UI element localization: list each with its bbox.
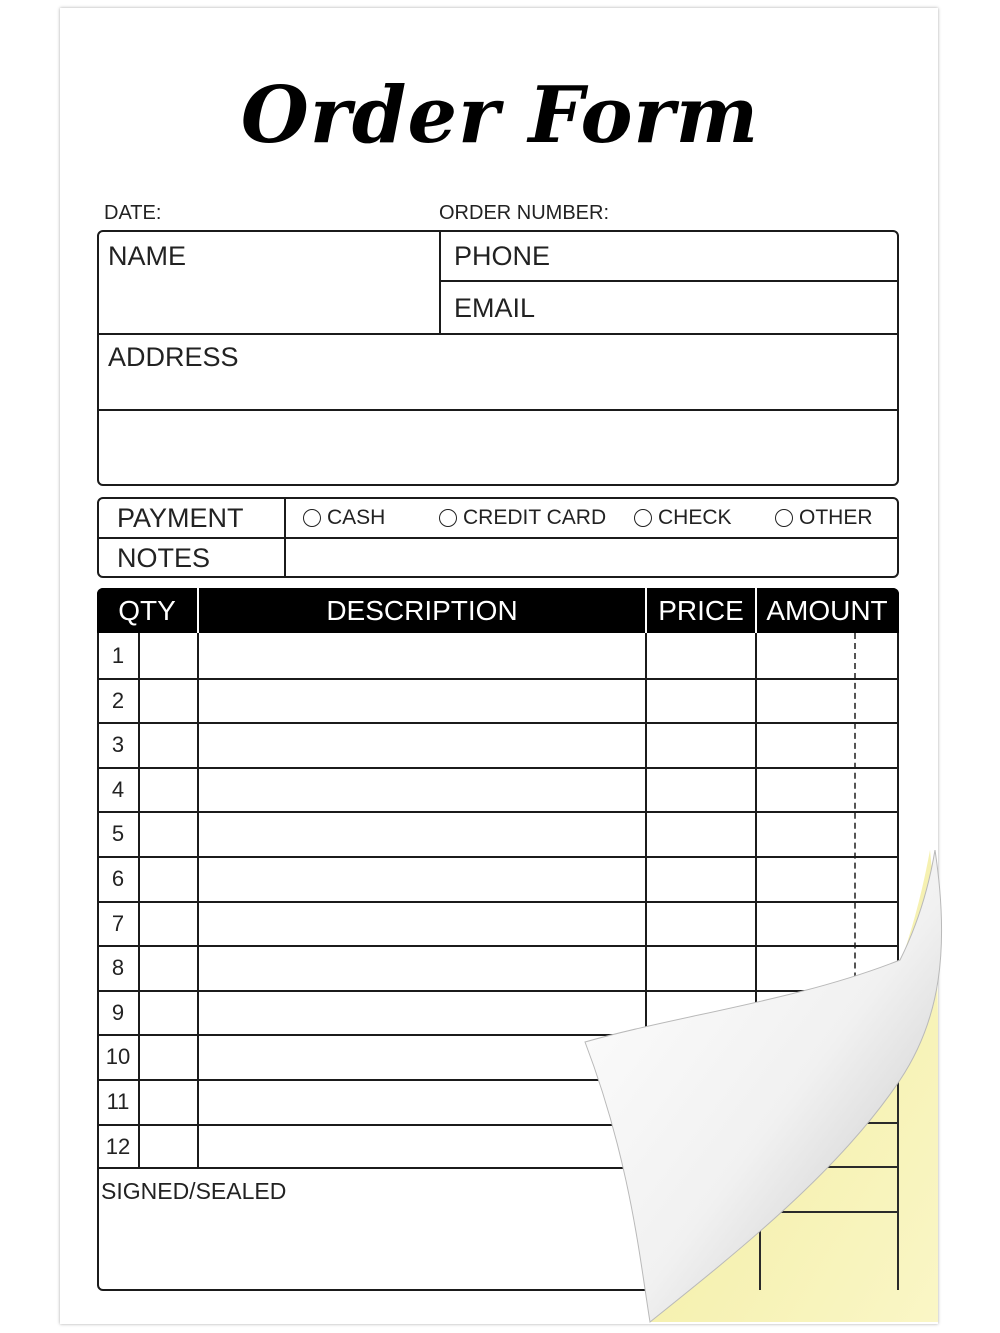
email-field[interactable]: EMAIL: [454, 293, 536, 323]
row-number: 2: [111, 687, 125, 713]
page-curl: [560, 850, 1000, 1333]
row-number: 8: [111, 955, 125, 981]
radio-circle-icon[interactable]: [439, 509, 457, 527]
payment-option-label: CHECK: [658, 506, 732, 529]
payment-option-check[interactable]: [634, 506, 732, 530]
radio-circle-icon[interactable]: [775, 509, 793, 527]
row-divider: [98, 678, 898, 680]
payment-option-other[interactable]: [775, 506, 873, 530]
payment-option-cash[interactable]: [303, 506, 385, 530]
divider: [440, 280, 898, 282]
description-header: DESCRIPTION: [326, 595, 518, 626]
signed-sealed-field[interactable]: SIGNED/SEALED: [101, 1178, 287, 1204]
items-table-header: [97, 588, 899, 633]
address-field[interactable]: ADDRESS: [108, 342, 239, 372]
order-number-label: ORDER NUMBER:: [439, 202, 610, 224]
divider: [98, 333, 898, 335]
phone-field[interactable]: PHONE: [454, 241, 551, 271]
date-label: DATE:: [104, 202, 162, 224]
payment-option-label: CREDIT CARD: [463, 506, 607, 529]
row-number: 5: [111, 821, 125, 847]
payment-option-label: CASH: [327, 506, 386, 529]
radio-circle-icon[interactable]: [634, 509, 652, 527]
row-number: 3: [111, 732, 125, 758]
payment-option-label: OTHER: [799, 506, 873, 529]
payment-option-credit-card[interactable]: [439, 506, 606, 530]
row-number: 7: [111, 910, 125, 936]
divider: [439, 231, 441, 335]
row-divider: [98, 811, 898, 813]
qty-header: QTY: [118, 595, 176, 626]
row-number: 6: [111, 866, 125, 891]
row-number: 11: [106, 1089, 130, 1114]
row-number: 1: [111, 643, 125, 668]
divider: [98, 409, 898, 411]
row-number: 12: [105, 1133, 131, 1159]
name-field[interactable]: NAME: [108, 241, 187, 271]
amount-header: AMOUNT: [766, 595, 888, 626]
row-number: 9: [111, 999, 125, 1025]
form-title: Order Form: [240, 70, 760, 161]
notes-field[interactable]: NOTES: [117, 543, 211, 573]
divider: [98, 537, 898, 539]
radio-circle-icon[interactable]: [303, 509, 321, 527]
payment-label: PAYMENT: [117, 503, 244, 533]
row-number: 10: [105, 1044, 131, 1070]
row-divider: [98, 722, 898, 724]
row-divider: [98, 767, 898, 769]
price-header: PRICE: [658, 595, 744, 626]
row-number: 4: [111, 776, 125, 802]
